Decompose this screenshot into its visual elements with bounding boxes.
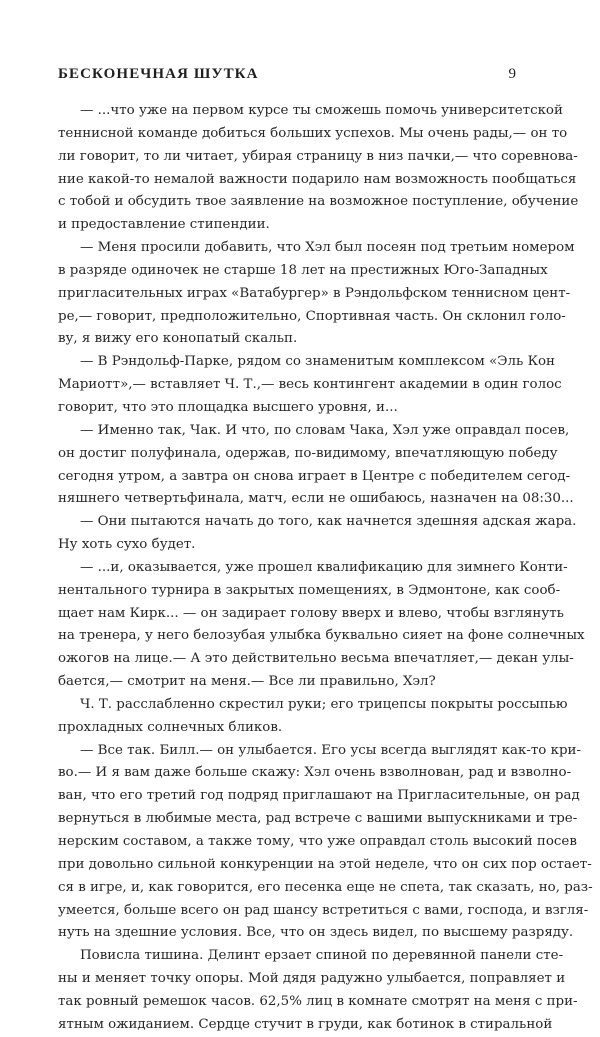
text-line: ожогов на лице.— А это действительно весьма впечатляет,— декан улы- [58, 651, 574, 667]
text-line: ли говорит, то ли читает, убирая страницу в низ пачки,— что соревнова- [58, 148, 578, 164]
text-line: нентального турнира в закрытых помещениях, в Эдмонтоне, как сооб- [58, 582, 561, 598]
text-line: ятным ожиданием. Сердце стучит в груди, как ботинок в стиральной [58, 1016, 553, 1032]
text-line: ся в игре, и, как говорится, его песенка еще не спета, так сказать, но, раз- [58, 879, 593, 895]
text-line: теннисной команде добиться больших успехов. Мы очень рады,— он то [58, 125, 568, 141]
text-line: он достиг полуфинала, одержав, по-видимому, впечатляющую победу [58, 445, 558, 461]
text-line: в разряде одиночек не старше 18 лет на престижных Юго-Западных [58, 262, 548, 278]
text-line: — ...что уже на первом курсе ты сможешь помочь университетской [80, 103, 563, 118]
text-line: — В Рэндольф-Парке, рядом со знаменитым комплексом «Эль Кон [80, 354, 555, 370]
text-line: няшнего четвертьфинала, матч, если не ошибаюсь, назначен на 08:30... [58, 491, 574, 507]
text-line: ре,— говорит, предположительно, Спортивная часть. Он склонил голо- [58, 308, 566, 324]
text-line: щает нам Кирк... — он задирает голову вверх и влево, чтобы взглянуть [58, 605, 564, 621]
text-line: нуть на здешние условия. Все, что он здесь видел, по высшему разряду. [58, 925, 574, 941]
text-line: при довольно сильной конкуренции на этой неделе, что он сих пор остает- [58, 856, 592, 872]
text-line: во.— И я вам даже больше скажу: Хэл очень взволнован, рад и взволно- [58, 765, 572, 781]
text-line: — Все так. Билл.— он улыбается. Его усы всегда выглядят как-то кри- [80, 742, 581, 758]
text-line: — Меня просили добавить, что Хэл был посеян под третьим номером [80, 240, 575, 256]
text-line: вернуться в любимые места, рад встрече с вашими выпускниками и тре- [58, 811, 578, 827]
text-line: с тобой и обсудить твое заявление на возможное поступление, обучение [58, 194, 579, 210]
text-line: пригласительных играх «Ватабургер» в Рэндольфском теннисном цент- [58, 285, 571, 301]
text-line: Ну хоть сухо будет. [58, 537, 196, 553]
running-head [58, 66, 516, 88]
body-text [58, 100, 593, 1037]
text-line: умеется, больше всего он рад шансу встретиться с вами, господа, и взгля- [58, 902, 589, 918]
text-line: Ч. Т. расслабленно скрестил руки; его трицепсы покрыты россыпью [80, 696, 568, 712]
text-line: ван, что его третий год подряд приглашают на Пригласительные, он рад [58, 788, 580, 804]
text-line: ву, я вижу его конопатый скальп. [58, 331, 298, 347]
text-line: Мариотт»,— вставляет Ч. Т.,— весь контингент академии в один голос [58, 377, 562, 393]
text-line: говорит, что это площадка высшего уровня, и... [58, 399, 398, 415]
text-line: — Они пытаются начать до того, как начнется здешняя адская жара. [80, 514, 577, 530]
text-line: на тренера, у него белозубая улыбка буквально сияет на фоне солнечных [58, 628, 585, 644]
text-line: бается,— смотрит на меня.— Все ли правильно, Хэл? [58, 674, 436, 690]
text-line: нерским составом, а также тому, что уже оправдал столь высокий посев [58, 834, 577, 849]
text-line: прохладных солнечных бликов. [58, 719, 283, 735]
text-line: Повисла тишина. Делинт ерзает спиной по деревянной панели сте- [80, 948, 564, 964]
text-line: сегодня утром, а завтра он снова играет в Центре с победителем сегод- [58, 468, 571, 484]
text-line: так ровный ремешок часов. 62,5% лиц в комнате смотрят на меня с при- [58, 993, 578, 1009]
text-line: ны и меняет точку опоры. Мой дядя радужно улыбается, поправляет и [58, 971, 566, 987]
page-number: 9 [508, 66, 516, 82]
text-line: — ...и, оказывается, уже прошел квалификацию для зимнего Конти- [80, 559, 568, 575]
text-line: и предоставление стипендии. [58, 217, 270, 233]
text-line: — Именно так, Чак. И что, по словам Чака, Хэл уже оправдал посев, [80, 422, 570, 438]
running-title: БЕСКОНЕЧНАЯ ШУТКА [58, 66, 259, 82]
text-line: ние какой-то немалой важности подарило нам возможность пообщаться [58, 171, 577, 187]
